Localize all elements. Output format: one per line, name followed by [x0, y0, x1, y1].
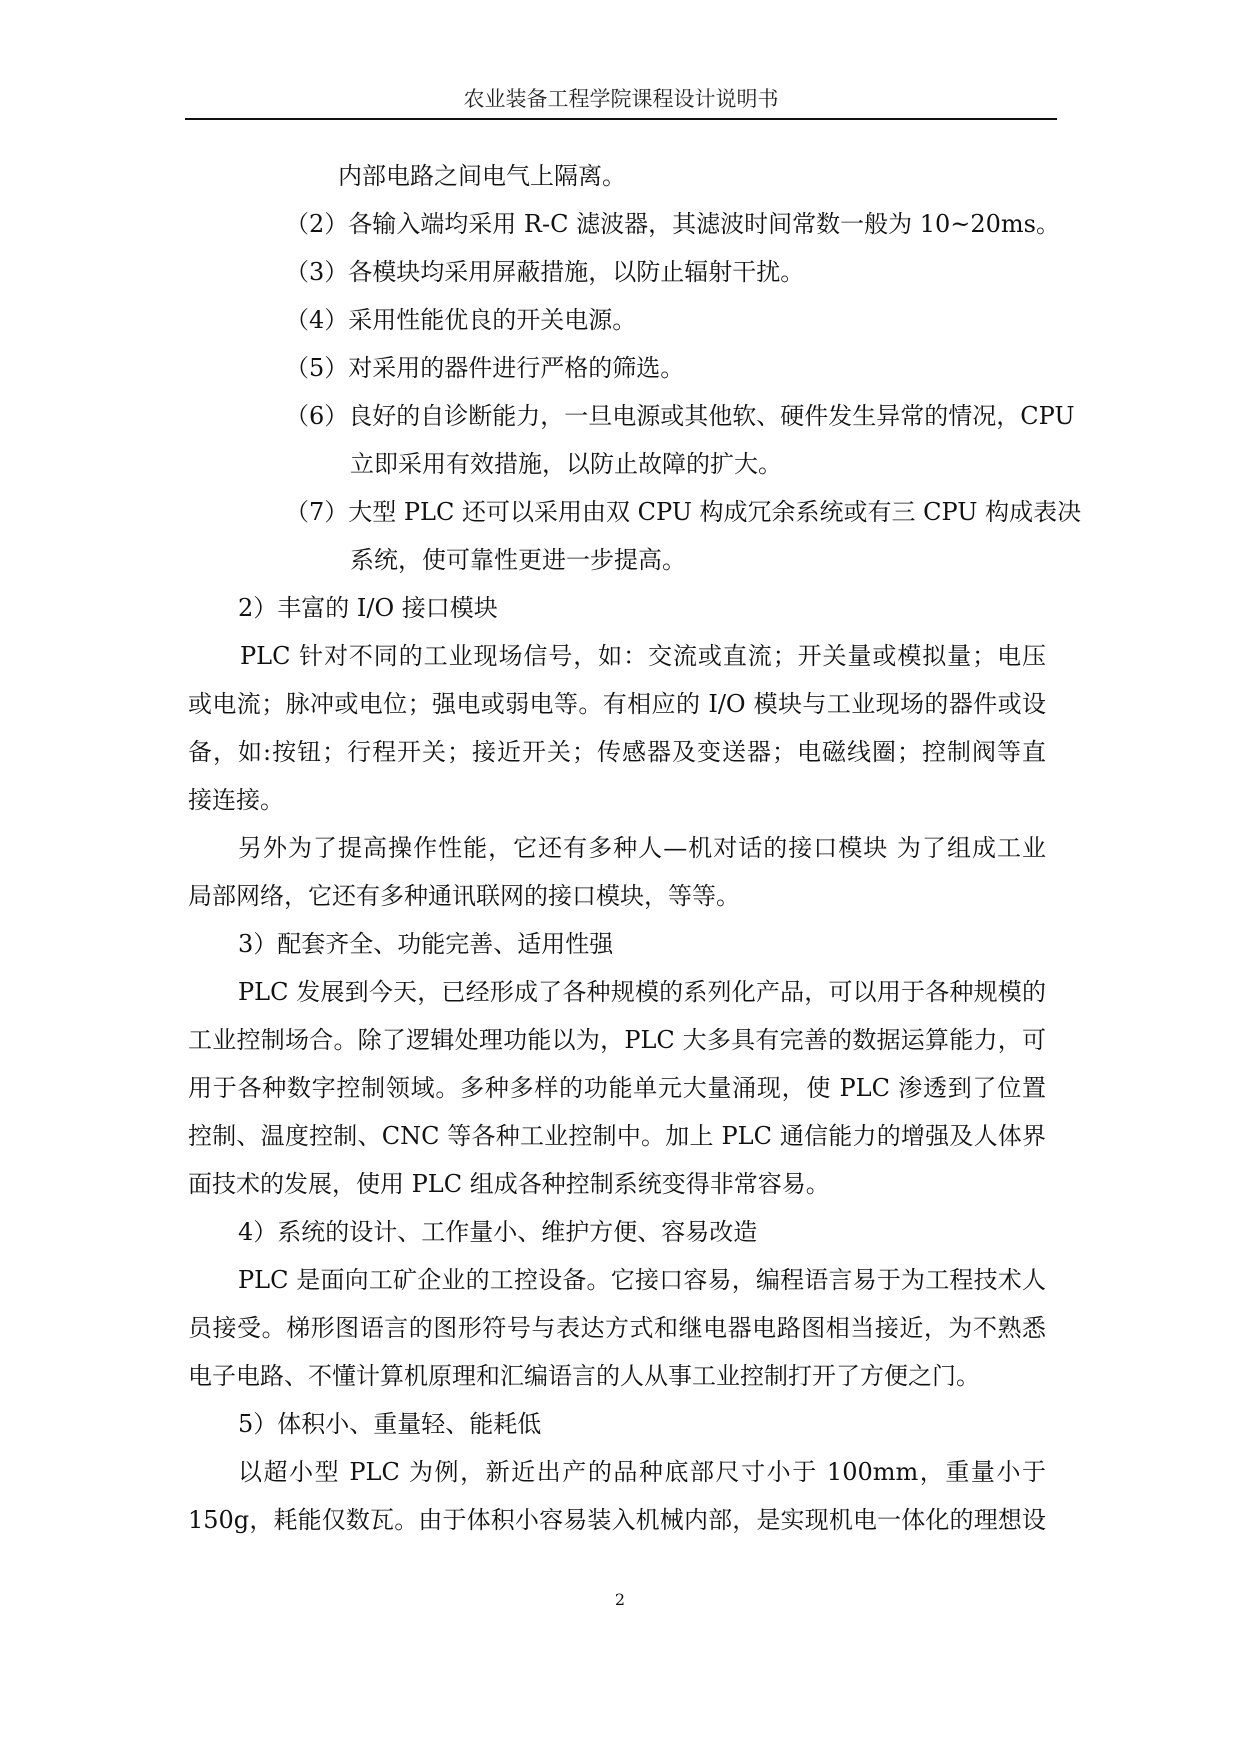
text-line: 以超小型 PLC 为例，新近出产的品种底部尺寸小于 100mm，重量小于 [238, 1458, 1046, 1486]
list-item-7: （7）大型 PLC 还可以采用由双 CPU 构成冗余系统或有三 CPU 构成表决 [285, 498, 1082, 526]
text-line: 电子电路、不懂计算机原理和汇编语言的人从事工业控制打开了方便之门。 [188, 1362, 980, 1390]
list-item-5: （5）对采用的器件进行严格的筛选。 [285, 354, 685, 382]
text-line: 面技术的发展，使用 PLC 组成各种控制系统变得非常容易。 [188, 1170, 830, 1198]
page-number: 2 [614, 1590, 626, 1609]
text-line: PLC 发展到今天，已经形成了各种规模的系列化产品，可以用于各种规模的 [238, 978, 1046, 1006]
text-line: 内部电路之间电气上隔离。 [338, 162, 626, 190]
text-line: 150g，耗能仅数瓦。由于体积小容易装入机械内部，是实现机电一体化的理想设 [188, 1506, 1046, 1534]
list-item-3: （3）各模块均采用屏蔽措施，以防止辐射干扰。 [285, 258, 805, 286]
text-line: 接连接。 [188, 786, 284, 814]
section-heading-3: 3）配套齐全、功能完善、适用性强 [238, 930, 614, 958]
text-line: PLC 是面向工矿企业的工控设备。它接口容易，编程语言易于为工程技术人 [238, 1266, 1046, 1294]
list-item-6: （6）良好的自诊断能力，一旦电源或其他软、硬件发生异常的情况，CPU [285, 402, 1075, 430]
text-line: 立即采用有效措施，以防止故障的扩大。 [350, 450, 782, 478]
text-line: 控制、温度控制、CNC 等各种工业控制中。加上 PLC 通信能力的增强及人体界 [188, 1122, 1046, 1150]
section-heading-2: 2）丰富的 I/O 接口模块 [238, 594, 498, 622]
page-header-title: 农业装备工程学院课程设计说明书 [463, 87, 779, 111]
section-heading-5: 5）体积小、重量轻、能耗低 [238, 1410, 542, 1438]
header-rule [185, 118, 1057, 120]
text-line: 局部网络，它还有多种通讯联网的接口模块，等等。 [188, 882, 740, 910]
text-line: 备，如:按钮；行程开关；接近开关；传感器及变送器；电磁线圈；控制阀等直 [188, 738, 1046, 766]
text-line: 另外为了提高操作性能，它还有多种人—机对话的接口模块 为了组成工业 [238, 834, 1046, 862]
text-line: 用于各种数字控制领域。多种多样的功能单元大量涌现，使 PLC 渗透到了位置 [188, 1074, 1046, 1102]
text-line: 员接受。梯形图语言的图形符号与表达方式和继电器电路图相当接近，为不熟悉 [188, 1314, 1046, 1342]
section-heading-4: 4）系统的设计、工作量小、维护方便、容易改造 [238, 1218, 758, 1246]
text-line: 系统，使可靠性更进一步提高。 [350, 546, 686, 574]
text-line: PLC 针对不同的工业现场信号，如：交流或直流；开关量或模拟量；电压 [240, 642, 1046, 670]
text-line: 工业控制场合。除了逻辑处理功能以为，PLC 大多具有完善的数据运算能力，可 [188, 1026, 1046, 1054]
list-item-4: （4）采用性能优良的开关电源。 [285, 306, 637, 334]
text-line: 或电流；脉冲或电位；强电或弱电等。有相应的 I/O 模块与工业现场的器件或设 [188, 690, 1046, 718]
list-item-2: （2）各输入端均采用 R-C 滤波器，其滤波时间常数一般为 10~20ms。 [285, 210, 1060, 238]
